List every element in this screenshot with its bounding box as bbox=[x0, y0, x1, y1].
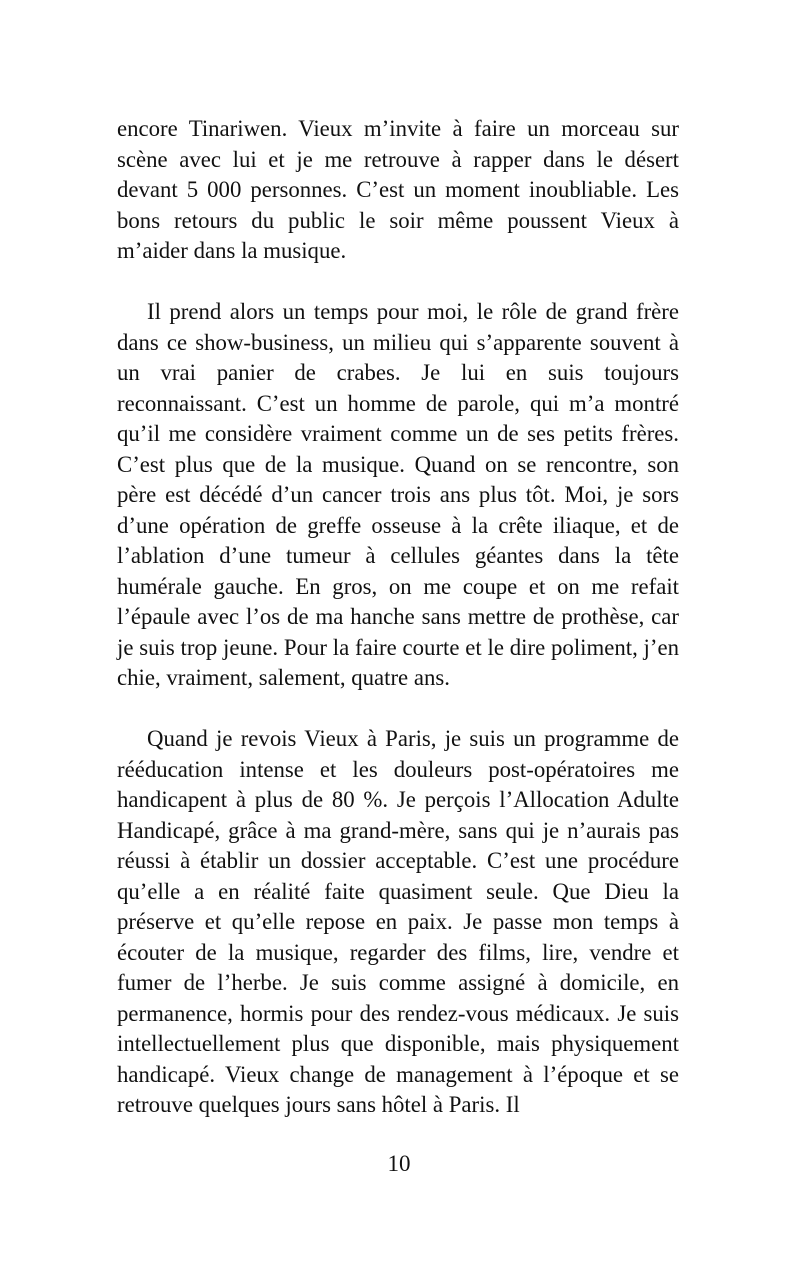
page-number: 10 bbox=[387, 1151, 411, 1176]
paragraph-gap bbox=[117, 267, 679, 298]
paragraph-3: Quand je revois Vieux à Paris, je suis un programme de rééducation intense et les douleurs post-opératoires me handicapent à plus de 80 %. Je perçois l’Allocation Adulte Handicapé, grâce à ma grand-mère, sans qui je n’aurais pas réussi à établir un dossier acceptable. C’est une procédure qu’elle a en réalité faite quasiment seule. Que Dieu la préserve et qu’elle repose en paix. Je passe mon temps à écouter de la musique, regarder des films, lire, vendre et fumer de l’herbe. Je suis comme assigné à domicile, en permanence, hormis pour des rendez-vous médicaux. Je suis intellectuellement plus que disponible, mais physiquement handicapé. Vieux change de management à l’époque et se retrouve quelques jours sans hôtel à Paris. Il bbox=[117, 726, 679, 1117]
paragraph-gap bbox=[117, 694, 679, 725]
body-text bbox=[117, 114, 679, 1121]
paragraph-1: encore Tinariwen. Vieux m’invite à faire un morceau sur scène avec lui et je me retrouve à rapper dans le désert devant 5 000 personnes. C’est un moment inoubliable. Les bons retours du public le soir même poussent Vieux à m’aider dans la musique. bbox=[117, 116, 679, 263]
paragraph-2: Il prend alors un temps pour moi, le rôle de grand frère dans ce show-business, un milieu qui s’apparente souvent à un vrai panier de crabes. Je lui en suis toujours reconnaissant. C’est un homme de parole, qui m’a montré qu’il me considère vraiment comme un de ses petits frères. C’est plus que de la musique. Quand on se rencontre, son père est décédé d’un cancer trois ans plus tôt. Moi, je sors d’une opération de greffe osseuse à la crête iliaque, et de l’ablation d’une tumeur à cellules géantes dans la tête humérale gauche. En gros, on me coupe et on me refait l’épaule avec l’os de ma hanche sans mettre de prothèse, car je suis trop jeune. Pour la faire courte et le dire poliment, j’en chie, vraiment, salement, quatre ans. bbox=[117, 299, 679, 690]
